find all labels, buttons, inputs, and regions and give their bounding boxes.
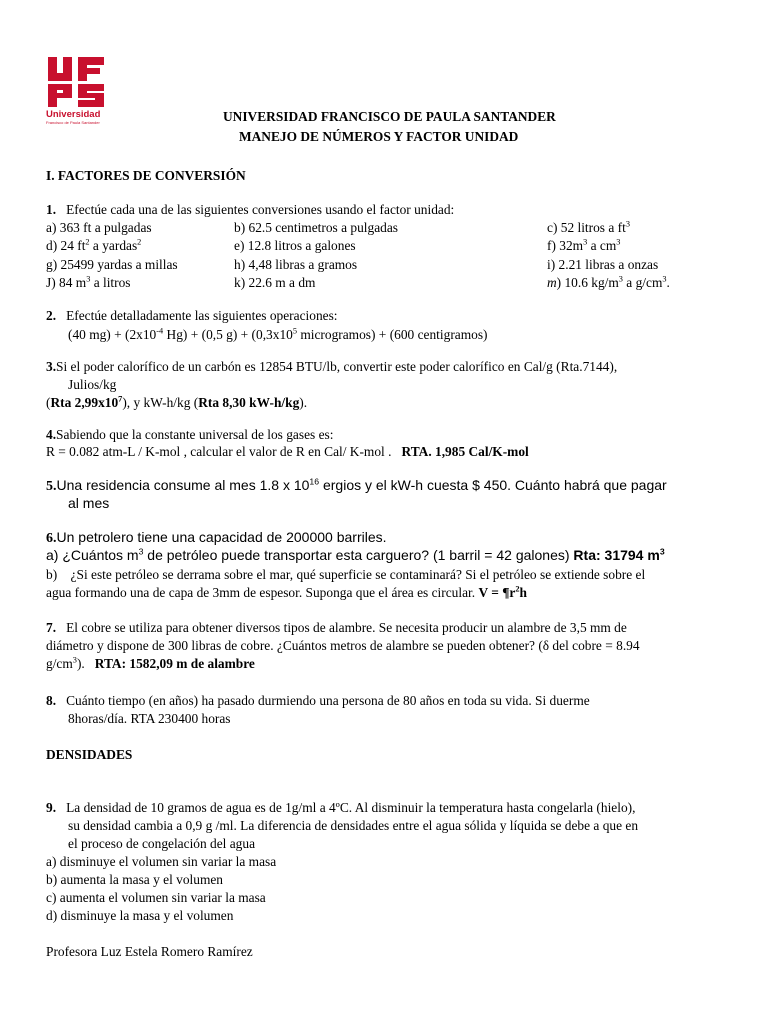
question-2: 2. Efectúe detalladamente las siguientes operaciones: [46, 308, 338, 323]
item-e: e) 12.8 litros a galones [234, 238, 356, 253]
question-6: 6.Un petrolero tiene una capacidad de 200000 barriles. [46, 529, 387, 546]
document-title: MANEJO DE NÚMEROS Y FACTOR UNIDAD [239, 129, 519, 144]
item-g: g) 25499 yardas a millas [46, 257, 178, 272]
question-text: Efectúe cada una de las siguientes conversiones usando el factor unidad: [66, 202, 455, 217]
item-m: m) 10.6 $kg/m^3$ a $g/cm^3$. [547, 274, 670, 290]
question-7: 7. El cobre se utiliza para obtener diversos tipos de alambre. Se necesita producir un alambre de 3,5 mm de [46, 620, 627, 635]
item-f: f) $32m^3$ a $cm^3$ [547, 237, 621, 253]
operation-expression: (40 $mg) + (2x10^{-4}$ Hg) + (0,5 $g) + (0,3x10^5$ microgramos) + (600 centigramos) [68, 326, 488, 342]
item-c: c) 52 litros a $ft^3$ [547, 219, 630, 235]
question-9: 9. La densidad de 10 gramos de agua es de 1g/ml a 4ºC. Al disminuir la temperatura hasta congelarla (hielo), [46, 800, 636, 815]
section-heading: I. FACTORES DE CONVERSIÓN [46, 168, 246, 183]
question-9-line2: su densidad cambia a 0,9 g /ml. La diferencia de densidades entre el agua sólida y líquida se debe a que en [68, 818, 639, 833]
question-3-answer: (Rta $2,99x10^7$), y kW-h/kg (Rta 8,30 kW-h/kg). [46, 394, 308, 410]
question-9-line3: el proceso de congelación del agua [68, 836, 256, 851]
item-k: k) 22.6 m a dm [234, 275, 316, 290]
option-c: c) aumenta el volumen sin variar la masa [46, 890, 266, 905]
item-j: J) 84 $m^3$ a litros [46, 274, 131, 290]
question-3: 3.Si el poder calorífico de un carbón es 12854 BTU/lb, convertir este poder calorífico en Cal/g (Rta.7144), [46, 359, 618, 374]
option-a: a) disminuye el volumen sin variar la masa [46, 854, 277, 869]
logo-tagline: Francisco de Paula Santander [46, 120, 100, 125]
section-heading-densities: DENSIDADES [46, 747, 133, 762]
question-1 [46, 202, 454, 218]
item-d: d) 24 $ft^2$ a yardas$^2$ [46, 237, 142, 253]
item-a: a) 363 ft a pulgadas [46, 220, 152, 235]
option-d: d) disminuye la masa y el volumen [46, 908, 234, 923]
question-8: 8. Cuánto tiempo (en años) ha pasado durmiendo una persona de 80 años en toda su vida. Si duerme [46, 693, 590, 708]
item-i: i) 2.21 libras a onzas [547, 257, 659, 272]
question-4: 4.Sabiendo que la constante universal de los gases es: [46, 427, 334, 442]
question-3-line2: Julios/kg [68, 377, 117, 392]
university-title: UNIVERSIDAD FRANCISCO DE PAULA SANTANDER [223, 109, 556, 124]
question-4-line2: R = 0.082 atm-L / K-mol , calcular el valor de R en Cal/ K-mol . RTA. 1,985 Cal/K-mol [46, 444, 529, 459]
question-6-b: b) ¿Si este petróleo se derrama sobre el mar, qué superficie se contaminará? Si el petróleo se extiende sobre el [46, 567, 646, 582]
item-b: b) 62.5 centimetros a pulgadas [234, 220, 398, 235]
question-6-b-line2: agua formando una de capa de 3mm de espesor. Suponga que el área es circular. $V = \P r^2h$ [46, 584, 527, 600]
question-number: 1. [46, 202, 57, 217]
question-7-line3: $g/cm^3$). RTA: 1582,09 m de alambre [46, 655, 255, 671]
item-h: h) 4,48 libras a gramos [234, 257, 358, 272]
question-7-line2: diámetro y dispone de 300 libras de cobre. ¿Cuántos metros de alambre se pueden obtener? (δ del cobre = 8.94 [46, 638, 640, 653]
option-b: b) aumenta la masa y el volumen [46, 872, 223, 887]
question-5-line2: al mes [68, 495, 110, 511]
question-6-a: a) ¿Cuántos $m^3$ de petróleo puede transportar esta carguero? (1 barril = 42 galones) Rta: 31794 $m^3$ [46, 546, 665, 563]
logo-word: Universidad [46, 109, 101, 120]
question-8-line2: 8horas/día. RTA 230400 horas [68, 711, 231, 726]
question-5: 5.Una residencia consume al mes 1.8 x $10^{16}$ ergios y el kW-h cuesta $ 450. Cuánto habrá que pagar [46, 476, 667, 494]
teacher-name: Profesora Luz Estela Romero Ramírez [46, 944, 253, 959]
